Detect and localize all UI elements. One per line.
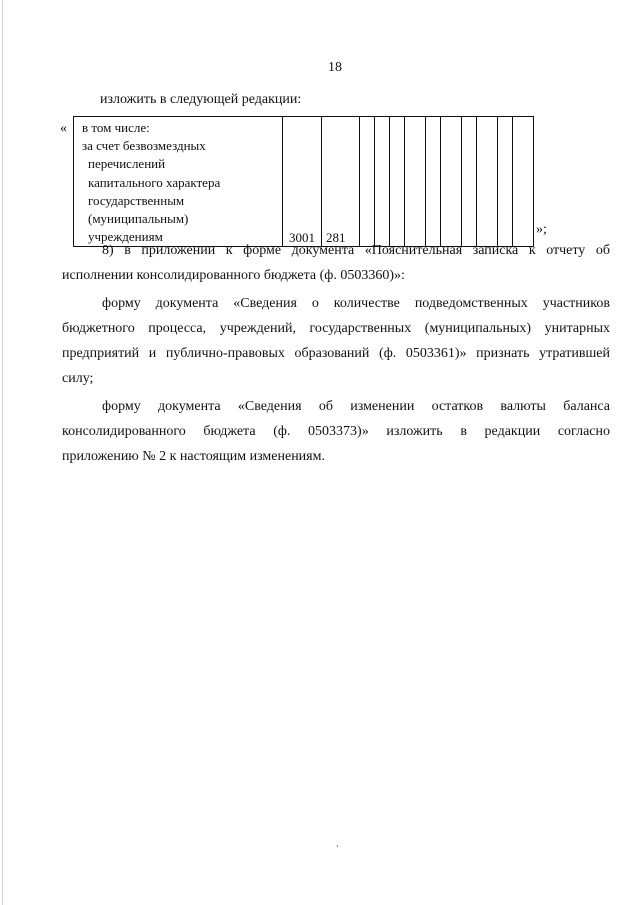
value-cell [462,117,477,247]
paragraph-line: предприятий и публично-правовых образований (ф. 0503361)» признать утратившей [62,346,610,361]
paragraph-line: консолидированного бюджета (ф. 0503373)» изложить в редакции согласно [62,424,610,439]
value-cell [513,117,534,247]
paragraph-line: бюджетного процесса, учреждений, государственных (муниципальных) унитарных [62,321,610,336]
paragraph-line: форму документа «Сведения о количестве подведомственных участников [102,296,610,311]
value-cell [360,117,375,247]
description-line: в том числе: [82,120,150,135]
value-cell [477,117,498,247]
line-code-cell: 3001 [283,117,322,247]
paragraph-line: исполнении консолидированного бюджета (ф. 0503360)»: [62,268,405,283]
value-cell [405,117,426,247]
paragraph-line: силу; [62,371,94,386]
scan-speck [337,845,338,847]
value-cell [390,117,405,247]
paragraph-form-0503373 [62,394,610,469]
page-number: 18 [328,60,342,75]
value-cell [426,117,441,247]
closing-quote: »; [536,222,547,237]
description-line: перечислений [88,156,166,172]
description-cell [74,117,283,247]
description-line: государственным [88,192,185,208]
value-cell [441,117,462,247]
description-line: капитального характера [88,174,221,190]
amendment-table [73,116,534,247]
paragraph-line: форму документа «Сведения об изменении остатков валюты баланса [102,399,610,414]
intro-text: изложить в следующей редакции: [100,92,302,107]
kosgu-code-cell: 281 [322,117,360,247]
table-row [74,117,534,247]
value-cell [375,117,390,247]
scan-edge-line [2,0,3,905]
paragraph-form-0503361 [62,291,610,391]
paragraph-line: 8) в приложении к форме документа «Пояснительная записка к отчету об [102,243,610,258]
description-line: учреждениям [88,229,163,245]
paragraph-item-8 [62,238,610,288]
opening-quote: « [60,121,67,136]
description-line: (муниципальным) [88,211,189,227]
value-cell [498,117,513,247]
paragraph-line: приложению № 2 к настоящим изменениям. [62,449,325,464]
description-line: за счет безвозмездных [82,138,206,154]
